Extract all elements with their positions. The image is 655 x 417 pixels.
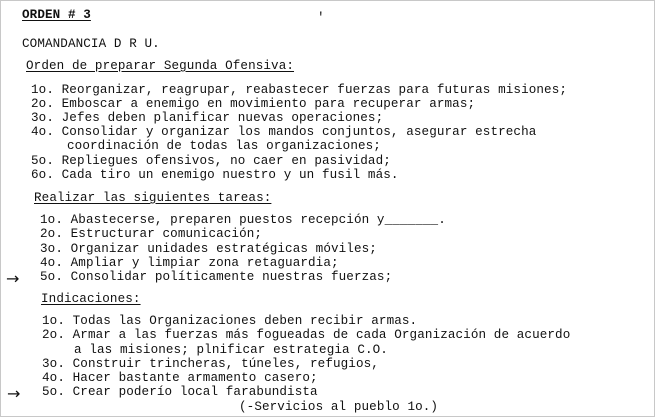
section1-item: 4o. Consolidar y organizar los mandos conjuntos, asegurar estrecha xyxy=(31,125,537,139)
section1-item-continuation: coordinación de todas las organizaciones; xyxy=(67,139,381,153)
section1-heading: Orden de preparar Segunda Ofensiva: xyxy=(26,59,295,73)
arrow-icon: → xyxy=(6,269,20,288)
section2-heading: Realizar las siguientes tareas: xyxy=(34,191,272,205)
arrow-icon: → xyxy=(7,384,21,403)
section1-item: 1o. Reorganizar, reagrupar, reabastecer fuerzas para futuras misiones; xyxy=(31,83,568,97)
section1-item: 5o. Repliegues ofensivos, no caer en pasividad; xyxy=(31,154,391,168)
section1-item: 3o. Jefes deben planificar nuevas operaciones; xyxy=(31,111,384,125)
stray-mark: ' xyxy=(317,11,325,25)
section3-item: 3o. Construir trincheras, túneles, refugios, xyxy=(42,357,379,371)
section3-item: 4o. Hacer bastante armamento casero; xyxy=(42,371,318,385)
section1-item: 6o. Cada tiro un enemigo nuestro y un fusil más. xyxy=(31,168,399,182)
command-name: COMANDANCIA D R U. xyxy=(22,37,160,51)
order-title: ORDEN # 3 xyxy=(22,8,91,22)
section3-item-continuation: a las misiones; plnificar estrategia C.O. xyxy=(74,343,388,357)
section3-item: 1o. Todas las Organizaciones deben recibir armas. xyxy=(42,314,418,328)
section1-item: 2o. Emboscar a enemigo en movimiento para recuperar armas; xyxy=(31,97,476,111)
section2-item: 5o. Consolidar políticamente nuestras fuerzas; xyxy=(40,270,393,284)
section2-item: 4o. Ampliar y limpiar zona retaguardia; xyxy=(40,256,339,270)
section3-heading: Indicaciones: xyxy=(41,292,141,306)
section3-item: 2o. Armar a las fuerzas más fogueadas de cada Organización de acuerdo xyxy=(42,328,571,342)
section2-item: 1o. Abastecerse, preparen puestos recepción y_______. xyxy=(40,213,446,227)
section3-item: 5o. Crear poderío local farabundista xyxy=(42,385,318,399)
section3-note: (-Servicios al pueblo 1o.) xyxy=(239,400,439,414)
section2-item: 3o. Organizar unidades estratégicas móviles; xyxy=(40,242,377,256)
section2-item: 2o. Estructurar comunicación; xyxy=(40,227,263,241)
